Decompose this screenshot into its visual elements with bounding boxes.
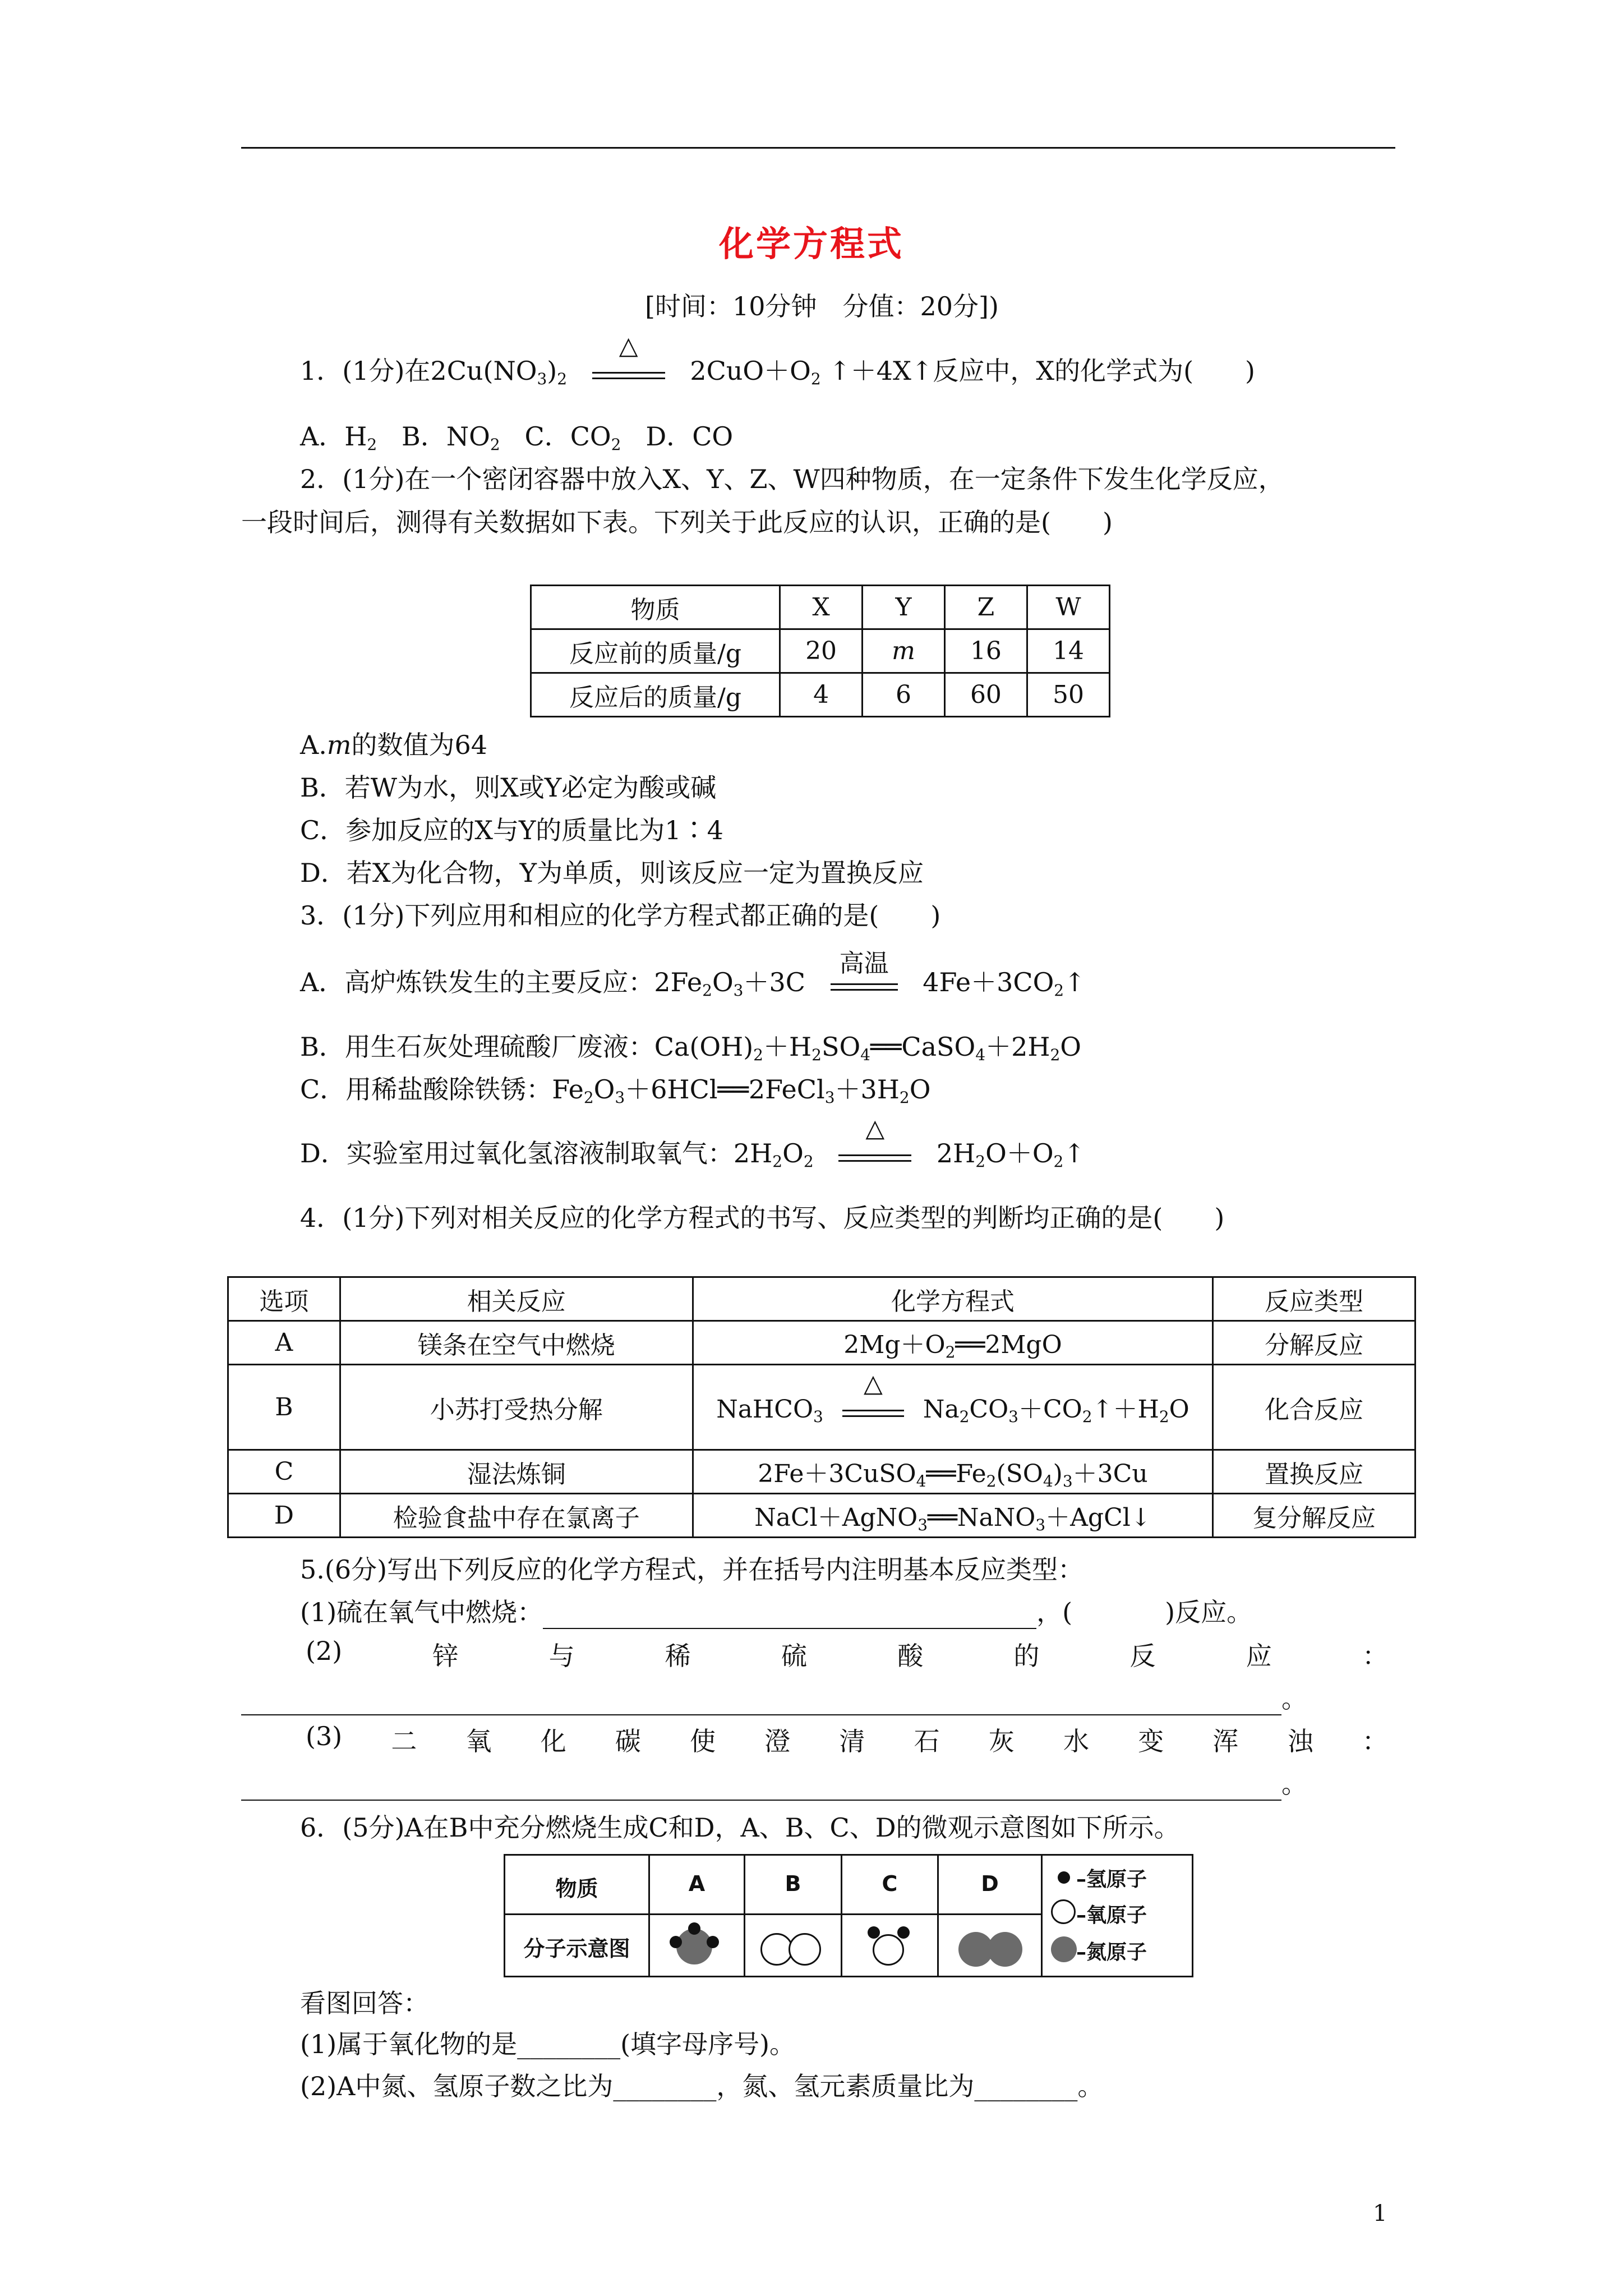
table-cell: 检验食盐中存在氯离子 <box>340 1494 693 1538</box>
q6-sub1: (1)属于氧化物的是________(填字母序号)。 <box>300 2029 796 2059</box>
answer-blank[interactable] <box>241 1690 1281 1715</box>
diagram-row-label: 分子示意图 <box>523 1936 630 1961</box>
table-header-cell: 相关反应 <box>340 1277 693 1321</box>
heat-condition: △ <box>592 361 665 385</box>
table-cell: 6 <box>863 673 945 717</box>
table-cell: 镁条在空气中燃烧 <box>340 1321 693 1365</box>
diagram-col-d: D <box>981 1871 999 1896</box>
q5-part3: (3) 二 氧 化 碳 使 澄 清 石 灰 水 变 浑 浊 ： <box>306 1721 1388 1756</box>
table-cell: 反应后的质量/g <box>531 673 780 717</box>
table-cell: 50 <box>1027 673 1109 717</box>
table-header-cell: 化学方程式 <box>693 1277 1213 1321</box>
table-cell: 20 <box>780 629 863 673</box>
nitrogen-atom-icon <box>1051 1936 1077 1962</box>
table-header-cell: W <box>1027 586 1109 629</box>
diagram-header-substance: 物质 <box>555 1876 598 1901</box>
q3-option-a: A．高炉炼铁发生的主要反应：$2Fe_2O_3+3C$ 高温 $4Fe+3CO_2↑$ <box>300 949 1086 1000</box>
q3-option-c: C．用稀盐酸除铁锈：$Fe_2O_3+6HCl══2FeCl_3+3H_2O$ <box>300 1074 931 1107</box>
oxygen-atom-icon <box>1051 1899 1076 1924</box>
answer-blank[interactable] <box>241 1775 1281 1801</box>
page-title: 化学方程式 <box>718 223 904 264</box>
q1-options: A．$H_2$ B．$NO_2$ C．$CO_2$ D．CO <box>300 421 734 454</box>
heat-condition: △ <box>842 1398 904 1423</box>
time-info: [时间：10分钟 分值：20分]) <box>645 291 999 321</box>
table-cell: D <box>228 1494 340 1538</box>
table-cell: C <box>228 1450 340 1494</box>
q5-stem: 5.(6分)写出下列反应的化学方程式，并在括号内注明基本反应类型： <box>300 1554 1084 1585</box>
q3-stem: 3．(1分)下列应用和相应的化学方程式都正确的是( ) <box>300 900 941 931</box>
q4-table <box>227 1276 1416 1538</box>
q5-part1: (1)硫在氧气中燃烧： ，( )反应。 <box>300 1592 1252 1629</box>
table-cell: 复分解反应 <box>1213 1494 1415 1538</box>
table-cell: 14 <box>1027 629 1109 673</box>
table-cell: 分解反应 <box>1213 1321 1415 1365</box>
diagram-col-a: A <box>688 1871 706 1896</box>
q2-stem-line1: 2．(1分)在一个密闭容器中放入X、Y、Z、W四种物质，在一定条件下发生化学反应， <box>300 464 1284 494</box>
table-header-cell: Y <box>863 586 945 629</box>
q1-stem: 1．(1分)在$2Cu(NO_3)_2$ △ $2CuO+O_2$ ↑＋4X↑反应中，X的化学式为( ) <box>300 332 1256 388</box>
q2-option-c: C．参加反应的X与Y的质量比为1∶4 <box>300 815 723 845</box>
table-cell: 置换反应 <box>1213 1450 1415 1494</box>
q2-option-d: D．若X为化合物，Y为单质，则该反应一定为置换反应 <box>300 858 924 888</box>
q3-option-d: D．实验室用过氧化氢溶液制取氧气：$2H_2O_2$ △ $2H_2O+O_2↑$ <box>300 1114 1085 1171</box>
table-header-cell: Z <box>944 586 1027 629</box>
page-number: 1 <box>1373 2201 1387 2226</box>
q5-part2: (2) 锌 与 稀 硫 酸 的 反 应 ： <box>306 1636 1388 1671</box>
table-cell: 小苏打受热分解 <box>340 1365 693 1450</box>
q6-stem: 6．(5分)A在B中充分燃烧生成C和D，A、B、C、D的微观示意图如下所示。 <box>300 1812 1180 1843</box>
q6-sub2: (2)A中氮、氢原子数之比为________，氮、氢元素质量比为________。 <box>300 2071 1104 2101</box>
q4-stem: 4．(1分)下列对相关反应的化学方程式的书写、反应类型的判断均正确的是( ) <box>300 1203 1225 1233</box>
q2-stem-line2: 一段时间后，测得有关数据如下表。下列关于此反应的认识，正确的是( ) <box>241 507 1113 537</box>
diagram-col-c: C <box>882 1871 898 1896</box>
table-header-cell: X <box>780 586 863 629</box>
table-cell: $2Mg+O_2══2MgO$ <box>693 1321 1213 1365</box>
q3-option-b: B．用生石灰处理硫酸厂废液：$Ca(OH)_2+H_2SO_4══CaSO_4+2H_2O$ <box>300 1032 1081 1064</box>
table-cell: 湿法炼铜 <box>340 1450 693 1494</box>
table-cell: 16 <box>944 629 1027 673</box>
table-cell: A <box>228 1321 340 1365</box>
table-header-cell: 选项 <box>228 1277 340 1321</box>
table-header-cell: 反应类型 <box>1213 1277 1415 1321</box>
table-cell: NaHCO$_3$ △ $Na_2CO_3+CO_2↑+H_2O$ <box>693 1365 1213 1450</box>
table-cell: NaCl＋AgNO$_3$══NaNO$_3$＋AgCl↓ <box>693 1494 1213 1538</box>
q5-part3-answer: 。 <box>241 1764 1307 1801</box>
table-cell: 化合反应 <box>1213 1365 1415 1450</box>
q6-look: 看图回答： <box>300 1988 429 2018</box>
table-cell: m <box>863 629 945 673</box>
heat-condition: △ <box>838 1143 911 1168</box>
q2-option-a: A.m的数值为64 <box>300 730 488 760</box>
high-temp-condition: 高温 <box>831 972 898 997</box>
q2-table <box>530 585 1110 717</box>
table-cell: B <box>228 1365 340 1450</box>
header-rule <box>241 147 1395 149</box>
hydrogen-atom-icon <box>1058 1871 1070 1884</box>
table-cell: 4 <box>780 673 863 717</box>
molecule-diagram: 物质 分子示意图 A B C D –氢原子 –氧原子 –氮原子 <box>504 1854 1193 1977</box>
q5-part2-answer: 。 <box>241 1678 1307 1715</box>
table-cell: 反应前的质量/g <box>531 629 780 673</box>
table-header-cell: 物质 <box>531 586 780 629</box>
table-cell: $2Fe+3CuSO_4══Fe_2(SO_4)_3+3Cu$ <box>693 1450 1213 1494</box>
table-cell: 60 <box>944 673 1027 717</box>
answer-blank[interactable] <box>543 1603 1036 1629</box>
q2-option-b: B．若W为水，则X或Y必定为酸或碱 <box>300 772 717 803</box>
diagram-col-b: B <box>785 1871 801 1896</box>
